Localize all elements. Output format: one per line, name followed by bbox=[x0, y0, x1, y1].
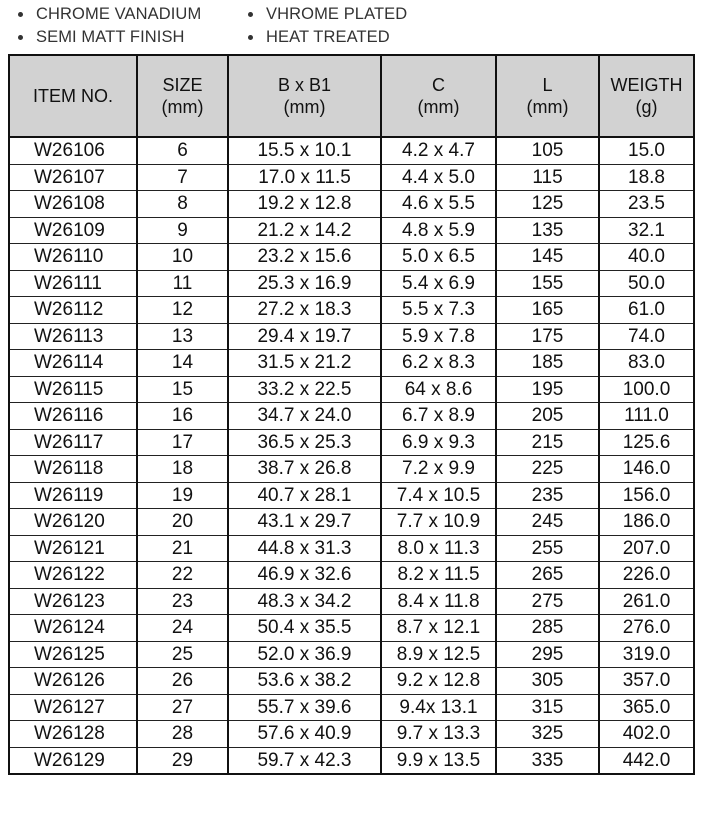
table-row bbox=[9, 244, 694, 271]
table-row bbox=[9, 588, 694, 615]
table-cell: 83.0 bbox=[599, 350, 694, 377]
table-row bbox=[9, 350, 694, 377]
column-header bbox=[599, 55, 694, 137]
table-cell: 36.5 x 25.3 bbox=[228, 429, 381, 456]
table-cell: W26106 bbox=[9, 137, 137, 164]
table-row bbox=[9, 509, 694, 536]
table-cell: 235 bbox=[496, 482, 599, 509]
table-cell: 100.0 bbox=[599, 376, 694, 403]
table-cell: 7.2 x 9.9 bbox=[381, 456, 496, 483]
table-cell: 43.1 x 29.7 bbox=[228, 509, 381, 536]
feature-label: CHROME VANADIUM bbox=[36, 5, 202, 23]
table-cell: 365.0 bbox=[599, 694, 694, 721]
column-header-line: (g) bbox=[635, 97, 658, 117]
bullet-icon bbox=[18, 35, 23, 40]
column-header-line: L bbox=[542, 75, 553, 95]
table-cell: 9.7 x 13.3 bbox=[381, 721, 496, 748]
table-cell: 53.6 x 38.2 bbox=[228, 668, 381, 695]
table-cell: 33.2 x 22.5 bbox=[228, 376, 381, 403]
table-cell: W26123 bbox=[9, 588, 137, 615]
spec-table bbox=[8, 54, 695, 775]
column-header-line: WEIGTH bbox=[610, 75, 683, 95]
table-cell: 15.0 bbox=[599, 137, 694, 164]
table-row bbox=[9, 641, 694, 668]
table-cell: 207.0 bbox=[599, 535, 694, 562]
table-cell: 9.2 x 12.8 bbox=[381, 668, 496, 695]
table-cell: 5.9 x 7.8 bbox=[381, 323, 496, 350]
table-cell: W26127 bbox=[9, 694, 137, 721]
table-cell: 52.0 x 36.9 bbox=[228, 641, 381, 668]
table-cell: 8 bbox=[137, 191, 228, 218]
table-cell: 295 bbox=[496, 641, 599, 668]
table-row bbox=[9, 376, 694, 403]
table-cell: 16 bbox=[137, 403, 228, 430]
table-row bbox=[9, 535, 694, 562]
table-row bbox=[9, 137, 694, 164]
column-header-line: SIZE bbox=[162, 75, 203, 95]
table-cell: 5.0 x 6.5 bbox=[381, 244, 496, 271]
table-header-row bbox=[9, 55, 694, 137]
table-row bbox=[9, 615, 694, 642]
column-header bbox=[228, 55, 381, 137]
table-cell: 18.8 bbox=[599, 164, 694, 191]
table-row bbox=[9, 217, 694, 244]
table-cell: 105 bbox=[496, 137, 599, 164]
table-cell: 10 bbox=[137, 244, 228, 271]
table-cell: 17 bbox=[137, 429, 228, 456]
feature-label: VHROME PLATED bbox=[266, 5, 408, 23]
table-cell: 23.5 bbox=[599, 191, 694, 218]
table-cell: 146.0 bbox=[599, 456, 694, 483]
table-cell: 8.2 x 11.5 bbox=[381, 562, 496, 589]
table-cell: 442.0 bbox=[599, 747, 694, 774]
table-cell: 285 bbox=[496, 615, 599, 642]
table-cell: W26115 bbox=[9, 376, 137, 403]
table-cell: 44.8 x 31.3 bbox=[228, 535, 381, 562]
table-cell: W26128 bbox=[9, 721, 137, 748]
table-cell: 8.4 x 11.8 bbox=[381, 588, 496, 615]
table-cell: 215 bbox=[496, 429, 599, 456]
table-cell: 34.7 x 24.0 bbox=[228, 403, 381, 430]
table-cell: 402.0 bbox=[599, 721, 694, 748]
table-cell: 40.0 bbox=[599, 244, 694, 271]
table-cell: 5.4 x 6.9 bbox=[381, 270, 496, 297]
table-cell: 6.2 x 8.3 bbox=[381, 350, 496, 377]
table-cell: W26124 bbox=[9, 615, 137, 642]
feature-list bbox=[12, 3, 472, 49]
feature-label: SEMI MATT FINISH bbox=[36, 28, 185, 46]
table-row bbox=[9, 456, 694, 483]
table-cell: 61.0 bbox=[599, 297, 694, 324]
column-header bbox=[137, 55, 228, 137]
table-cell: 13 bbox=[137, 323, 228, 350]
table-cell: 276.0 bbox=[599, 615, 694, 642]
table-cell: 205 bbox=[496, 403, 599, 430]
table-cell: W26108 bbox=[9, 191, 137, 218]
table-cell: 195 bbox=[496, 376, 599, 403]
table-cell: W26121 bbox=[9, 535, 137, 562]
table-cell: 55.7 x 39.6 bbox=[228, 694, 381, 721]
bullet-icon bbox=[248, 35, 253, 40]
table-cell: 46.9 x 32.6 bbox=[228, 562, 381, 589]
table-cell: 25.3 x 16.9 bbox=[228, 270, 381, 297]
table-row bbox=[9, 668, 694, 695]
table-cell: 23 bbox=[137, 588, 228, 615]
table-cell: 29.4 x 19.7 bbox=[228, 323, 381, 350]
table-row bbox=[9, 562, 694, 589]
table-cell: 7.7 x 10.9 bbox=[381, 509, 496, 536]
table-row bbox=[9, 429, 694, 456]
table-cell: 335 bbox=[496, 747, 599, 774]
table-cell: 265 bbox=[496, 562, 599, 589]
table-cell: 275 bbox=[496, 588, 599, 615]
table-cell: 18 bbox=[137, 456, 228, 483]
table-cell: W26129 bbox=[9, 747, 137, 774]
table-cell: 27 bbox=[137, 694, 228, 721]
table-cell: 6.9 x 9.3 bbox=[381, 429, 496, 456]
table-cell: W26120 bbox=[9, 509, 137, 536]
table-cell: W26119 bbox=[9, 482, 137, 509]
feature-row bbox=[12, 3, 472, 26]
table-cell: W26116 bbox=[9, 403, 137, 430]
table-cell: 14 bbox=[137, 350, 228, 377]
table-body bbox=[9, 137, 694, 774]
feature-label: HEAT TREATED bbox=[266, 28, 390, 46]
table-cell: 21 bbox=[137, 535, 228, 562]
table-cell: 7 bbox=[137, 164, 228, 191]
table-row bbox=[9, 694, 694, 721]
table-cell: 245 bbox=[496, 509, 599, 536]
table-cell: 4.6 x 5.5 bbox=[381, 191, 496, 218]
table-cell: 15 bbox=[137, 376, 228, 403]
table-cell: 115 bbox=[496, 164, 599, 191]
table-row bbox=[9, 482, 694, 509]
column-header-line: (mm) bbox=[283, 97, 326, 117]
table-cell: 26 bbox=[137, 668, 228, 695]
table-cell: 23.2 x 15.6 bbox=[228, 244, 381, 271]
table-cell: 9.9 x 13.5 bbox=[381, 747, 496, 774]
table-cell: 185 bbox=[496, 350, 599, 377]
feature-item bbox=[12, 5, 242, 24]
table-cell: 4.2 x 4.7 bbox=[381, 137, 496, 164]
table-cell: 5.5 x 7.3 bbox=[381, 297, 496, 324]
table-row bbox=[9, 747, 694, 774]
table-cell: 25 bbox=[137, 641, 228, 668]
table-cell: W26126 bbox=[9, 668, 137, 695]
table-cell: 8.9 x 12.5 bbox=[381, 641, 496, 668]
table-cell: 21.2 x 14.2 bbox=[228, 217, 381, 244]
table-cell: 4.4 x 5.0 bbox=[381, 164, 496, 191]
column-header-line: B x B1 bbox=[277, 75, 332, 95]
table-cell: W26107 bbox=[9, 164, 137, 191]
table-cell: 9 bbox=[137, 217, 228, 244]
column-header bbox=[9, 55, 137, 137]
feature-row bbox=[12, 26, 472, 49]
table-cell: 19 bbox=[137, 482, 228, 509]
table-cell: 17.0 x 11.5 bbox=[228, 164, 381, 191]
table-cell: 50.0 bbox=[599, 270, 694, 297]
table-row bbox=[9, 323, 694, 350]
table-cell: 156.0 bbox=[599, 482, 694, 509]
table-cell: 64 x 8.6 bbox=[381, 376, 496, 403]
table-cell: 57.6 x 40.9 bbox=[228, 721, 381, 748]
table-cell: 6 bbox=[137, 137, 228, 164]
table-cell: W26111 bbox=[9, 270, 137, 297]
bullet-icon bbox=[248, 12, 253, 17]
table-cell: W26114 bbox=[9, 350, 137, 377]
table-row bbox=[9, 721, 694, 748]
column-header bbox=[381, 55, 496, 137]
column-header-line: (mm) bbox=[161, 97, 204, 117]
table-cell: 32.1 bbox=[599, 217, 694, 244]
table-cell: W26109 bbox=[9, 217, 137, 244]
table-cell: 305 bbox=[496, 668, 599, 695]
column-header-line: (mm) bbox=[526, 97, 569, 117]
table-cell: 74.0 bbox=[599, 323, 694, 350]
table-cell: W26117 bbox=[9, 429, 137, 456]
table-cell: 255 bbox=[496, 535, 599, 562]
table-cell: 6.7 x 8.9 bbox=[381, 403, 496, 430]
table-cell: 319.0 bbox=[599, 641, 694, 668]
table-cell: W26125 bbox=[9, 641, 137, 668]
table-cell: 315 bbox=[496, 694, 599, 721]
table-cell: 186.0 bbox=[599, 509, 694, 536]
table-cell: 125 bbox=[496, 191, 599, 218]
table-cell: 15.5 x 10.1 bbox=[228, 137, 381, 164]
table-cell: 175 bbox=[496, 323, 599, 350]
table-cell: 38.7 x 26.8 bbox=[228, 456, 381, 483]
table-cell: 59.7 x 42.3 bbox=[228, 747, 381, 774]
column-header bbox=[496, 55, 599, 137]
table-cell: 19.2 x 12.8 bbox=[228, 191, 381, 218]
table-cell: 7.4 x 10.5 bbox=[381, 482, 496, 509]
table-cell: 20 bbox=[137, 509, 228, 536]
column-header-line: (mm) bbox=[417, 97, 460, 117]
table-cell: 31.5 x 21.2 bbox=[228, 350, 381, 377]
table-cell: 125.6 bbox=[599, 429, 694, 456]
table-cell: 165 bbox=[496, 297, 599, 324]
table-row bbox=[9, 403, 694, 430]
table-cell: W26112 bbox=[9, 297, 137, 324]
table-cell: 24 bbox=[137, 615, 228, 642]
table-cell: 29 bbox=[137, 747, 228, 774]
table-cell: W26122 bbox=[9, 562, 137, 589]
feature-item bbox=[242, 5, 407, 24]
column-header-line: C bbox=[432, 75, 445, 95]
table-cell: 11 bbox=[137, 270, 228, 297]
table-cell: 145 bbox=[496, 244, 599, 271]
table-cell: 12 bbox=[137, 297, 228, 324]
table-cell: W26110 bbox=[9, 244, 137, 271]
table-row bbox=[9, 297, 694, 324]
table-cell: 155 bbox=[496, 270, 599, 297]
table-cell: 8.0 x 11.3 bbox=[381, 535, 496, 562]
table-cell: 9.4x 13.1 bbox=[381, 694, 496, 721]
table-cell: 135 bbox=[496, 217, 599, 244]
table-cell: 357.0 bbox=[599, 668, 694, 695]
table-cell: 261.0 bbox=[599, 588, 694, 615]
table-cell: 40.7 x 28.1 bbox=[228, 482, 381, 509]
table-cell: 111.0 bbox=[599, 403, 694, 430]
table-cell: 225 bbox=[496, 456, 599, 483]
table-cell: 48.3 x 34.2 bbox=[228, 588, 381, 615]
table-cell: 22 bbox=[137, 562, 228, 589]
table-cell: 226.0 bbox=[599, 562, 694, 589]
table-cell: 8.7 x 12.1 bbox=[381, 615, 496, 642]
table-cell: 27.2 x 18.3 bbox=[228, 297, 381, 324]
table-row bbox=[9, 270, 694, 297]
table-cell: 4.8 x 5.9 bbox=[381, 217, 496, 244]
bullet-icon bbox=[18, 12, 23, 17]
table-row bbox=[9, 191, 694, 218]
table-cell: W26118 bbox=[9, 456, 137, 483]
table-cell: W26113 bbox=[9, 323, 137, 350]
column-header-line: ITEM NO. bbox=[33, 86, 113, 106]
feature-item bbox=[12, 28, 242, 47]
table-cell: 50.4 x 35.5 bbox=[228, 615, 381, 642]
feature-item bbox=[242, 28, 390, 47]
table-cell: 325 bbox=[496, 721, 599, 748]
table-row bbox=[9, 164, 694, 191]
table-cell: 28 bbox=[137, 721, 228, 748]
